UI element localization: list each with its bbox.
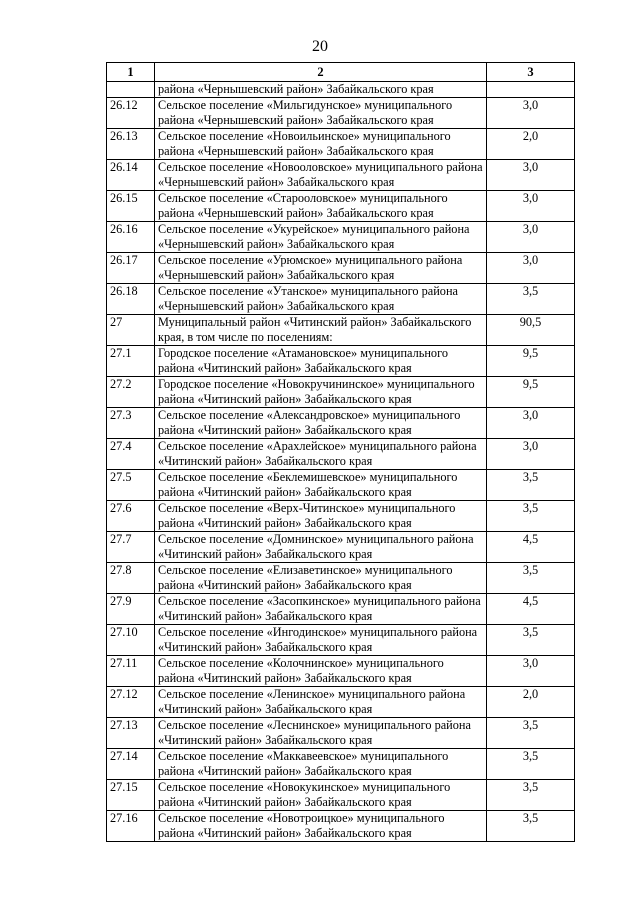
table-row [107,687,575,718]
table-row [107,98,575,129]
table-row [107,284,575,315]
row-number: 27.8 [107,563,155,594]
row-name: Сельское поселение «Мильгидунское» муниципального района «Чернышевский район» Забайкальского края [155,98,487,129]
row-name: Сельское поселение «Маккавеевское» муниципального района «Читинский район» Забайкальского края [155,749,487,780]
row-value: 4,5 [487,594,575,625]
row-name: Муниципальный район «Читинский район» Забайкальского края, в том числе по поселениям: [155,315,487,346]
column-header-1: 1 [107,63,155,82]
table-row [107,656,575,687]
row-value: 3,0 [487,408,575,439]
row-number: 27 [107,315,155,346]
row-number: 27.6 [107,501,155,532]
row-name: Сельское поселение «Урюмское» муниципального района «Чернышевский район» Забайкальского края [155,253,487,284]
row-value: 3,5 [487,749,575,780]
row-value: 3,5 [487,718,575,749]
table-row [107,408,575,439]
row-name: Сельское поселение «Засопкинское» муниципального района «Читинский район» Забайкальского края [155,594,487,625]
row-value: 3,0 [487,253,575,284]
table-row [107,532,575,563]
table-row [107,625,575,656]
row-name: Городское поселение «Новокручининское» муниципального района «Читинский район» Забайкальского края [155,377,487,408]
table-row [107,191,575,222]
row-name: Сельское поселение «Арахлейское» муниципального района «Читинский район» Забайкальского края [155,439,487,470]
row-name: Сельское поселение «Верх-Читинское» муниципального района «Читинский район» Забайкальского края [155,501,487,532]
row-value: 3,5 [487,470,575,501]
row-name: Сельское поселение «Ленинское» муниципального района «Читинский район» Забайкальского края [155,687,487,718]
row-value: 3,0 [487,439,575,470]
row-number: 27.12 [107,687,155,718]
continuation-value-cell [487,82,575,98]
row-number: 27.7 [107,532,155,563]
row-number: 26.15 [107,191,155,222]
row-name: Сельское поселение «Ингодинское» муниципального района «Читинский район» Забайкальского края [155,625,487,656]
row-number: 26.14 [107,160,155,191]
continuation-text: района «Чернышевский район» Забайкальского края [155,82,487,98]
table-header-row [107,63,575,82]
table-row [107,377,575,408]
row-number: 26.12 [107,98,155,129]
table-row [107,129,575,160]
table-row [107,470,575,501]
column-header-2: 2 [155,63,487,82]
row-value: 3,0 [487,98,575,129]
row-number: 26.18 [107,284,155,315]
column-header-3: 3 [487,63,575,82]
row-value: 2,0 [487,687,575,718]
continuation-row [107,82,575,98]
row-number: 27.9 [107,594,155,625]
row-number: 27.2 [107,377,155,408]
row-name: Сельское поселение «Новоильинское» муниципального района «Чернышевский район» Забайкальского края [155,129,487,160]
row-name: Сельское поселение «Домнинское» муниципального района «Читинский район» Забайкальского края [155,532,487,563]
row-number: 27.5 [107,470,155,501]
row-value: 3,5 [487,284,575,315]
row-value: 9,5 [487,377,575,408]
page-number: 20 [312,38,328,55]
table-row [107,439,575,470]
row-number: 26.13 [107,129,155,160]
row-name: Сельское поселение «Колочнинское» муниципального района «Читинский район» Забайкальского края [155,656,487,687]
row-name: Сельское поселение «Утанское» муниципального района «Чернышевский район» Забайкальского края [155,284,487,315]
row-name: Сельское поселение «Александровское» муниципального района «Читинский район» Забайкальского края [155,408,487,439]
row-number: 27.15 [107,780,155,811]
table-row [107,253,575,284]
row-name: Сельское поселение «Новотроицкое» муниципального района «Читинский район» Забайкальского края [155,811,487,842]
row-value: 9,5 [487,346,575,377]
row-name: Сельское поселение «Елизаветинское» муниципального района «Читинский район» Забайкальского края [155,563,487,594]
allocation-table [106,62,575,842]
row-value: 3,0 [487,656,575,687]
row-name: Сельское поселение «Новокукинское» муниципального района «Читинский район» Забайкальского края [155,780,487,811]
row-name: Сельское поселение «Беклемишевское» муниципального района «Читинский район» Забайкальского края [155,470,487,501]
table-row [107,346,575,377]
row-number: 27.14 [107,749,155,780]
table-row [107,315,575,346]
row-name: Сельское поселение «Старооловское» муниципального района «Чернышевский район» Забайкальского края [155,191,487,222]
row-number: 26.16 [107,222,155,253]
table-row [107,749,575,780]
table-row [107,501,575,532]
row-value: 3,0 [487,222,575,253]
table-row [107,594,575,625]
row-name: Сельское поселение «Укурейское» муниципального района «Чернышевский район» Забайкальского края [155,222,487,253]
table-body [107,82,575,842]
row-value: 3,5 [487,780,575,811]
row-number: 27.10 [107,625,155,656]
row-value: 3,5 [487,501,575,532]
row-number: 26.17 [107,253,155,284]
row-value: 4,5 [487,532,575,563]
table-row [107,222,575,253]
row-value: 3,5 [487,625,575,656]
table-row [107,780,575,811]
table-row [107,811,575,842]
row-value: 3,5 [487,811,575,842]
row-number: 27.11 [107,656,155,687]
row-value: 90,5 [487,315,575,346]
continuation-num-cell [107,82,155,98]
row-number: 27.16 [107,811,155,842]
row-number: 27.3 [107,408,155,439]
row-number: 27.13 [107,718,155,749]
row-number: 27.4 [107,439,155,470]
row-name: Городское поселение «Атамановское» муниципального района «Читинский район» Забайкальского края [155,346,487,377]
table-row [107,160,575,191]
row-value: 2,0 [487,129,575,160]
row-value: 3,5 [487,563,575,594]
row-name: Сельское поселение «Леснинское» муниципального района «Читинский район» Забайкальского края [155,718,487,749]
row-value: 3,0 [487,191,575,222]
table-row [107,563,575,594]
row-value: 3,0 [487,160,575,191]
row-name: Сельское поселение «Новооловское» муниципального района «Чернышевский район» Забайкальского края [155,160,487,191]
row-number: 27.1 [107,346,155,377]
table-row [107,718,575,749]
